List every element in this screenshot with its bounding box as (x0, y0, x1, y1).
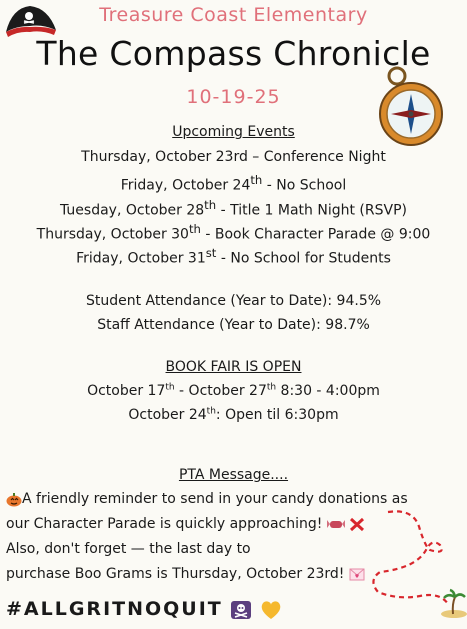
pta-message-line: A friendly reminder to send in your candy donations as (6, 491, 461, 507)
island-icon (440, 588, 467, 618)
upcoming-events-heading: Upcoming Events (172, 124, 295, 140)
newsletter-title: The Compass Chronicle (36, 34, 431, 73)
staff-attendance: Staff Attendance (Year to Date): 98.7% (97, 317, 370, 333)
event-item: Thursday, October 23rd – Conference Night (81, 149, 386, 165)
newsletter-date: 10-19-25 (186, 86, 281, 108)
pta-message-line: purchase Boo Grams is Thursday, October 23rd! (6, 566, 461, 582)
student-attendance: Student Attendance (Year to Date): 94.5% (85, 293, 382, 309)
event-item: Friday, October 31st - No School for Students (76, 246, 391, 267)
candy-icon (327, 517, 345, 532)
school-name: Treasure Coast Elementary (99, 4, 368, 26)
pta-heading: PTA Message.... (178, 467, 289, 483)
pta-message-line: Also, don't forget — the last day to (6, 541, 251, 557)
footer-hashtag: #ALLGRITNOQUIT (6, 598, 282, 620)
event-item: Tuesday, October 28th - Title 1 Math Night (RSVP) (60, 198, 407, 219)
pta-message-line: our Character Parade is quickly approaching! (6, 516, 461, 532)
skull-crossbones-icon (231, 601, 251, 619)
event-item: Friday, October 24th - No School (120, 173, 347, 194)
heart-icon (260, 600, 282, 620)
event-item: Thursday, October 30th - Book Character Parade @ 9:00 (36, 222, 431, 243)
book-fair-dates: October 17th - October 27th 8:30 - 4:00pm (87, 382, 380, 399)
pumpkin-icon (6, 492, 22, 507)
book-fair-late-night: October 24th: Open til 6:30pm (128, 406, 339, 423)
book-fair-heading: BOOK FAIR IS OPEN (165, 359, 302, 375)
